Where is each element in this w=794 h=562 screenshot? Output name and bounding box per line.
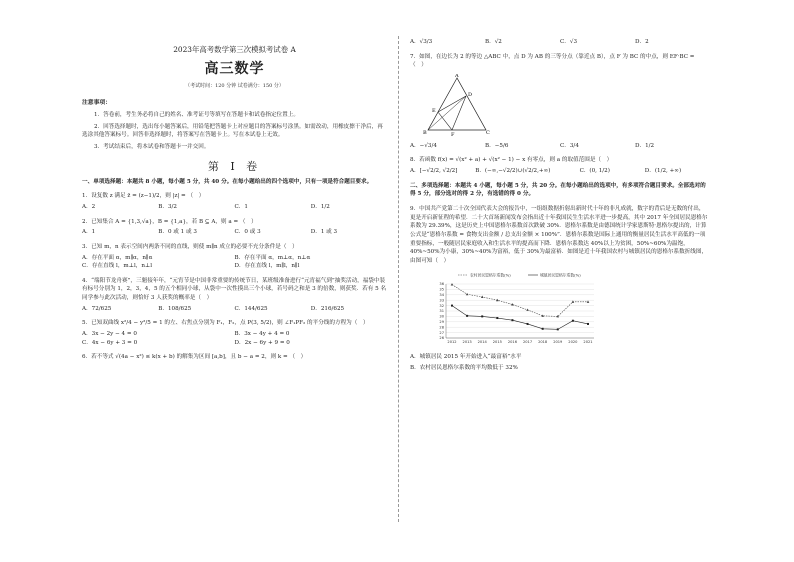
x-tick-label: 2016 (507, 339, 518, 344)
option: A．存在平面 α，m∥α，n∥α (82, 254, 153, 261)
section2-heading: 二、多项选择题：本题共 4 小题，每小题 5 分，共 20 分。在每小题给出的选项中，有多项符合题目要求。全部选对的得 5 分，部分选对的得 2 分，有选错的得 0 分。 (410, 182, 706, 198)
option: B．3/2 (158, 203, 177, 210)
data-point-rural (466, 292, 469, 294)
option: C．(0, 1/2) (579, 167, 610, 174)
segment-df (452, 96, 466, 130)
question-stem: 6．若不等式 √(4a − x²) ≤ k(x + b) 的解集为区间 [a,b]，且 b − a = 2，则 k = （ ） (82, 354, 307, 361)
series-line-urban (452, 305, 588, 329)
engel-chart (428, 270, 710, 352)
question-stem: 2．已知集合 A = {1,3,√a}，B = {1,a}，若 B ⊆ A，则 a = （ ） (82, 218, 257, 225)
x-tick-label: 2021 (583, 339, 593, 344)
options-row (82, 203, 387, 212)
option: B．108/625 (158, 305, 192, 312)
option: B．√2 (485, 39, 502, 45)
label-c: C (486, 129, 490, 136)
y-tick-label: 27 (439, 330, 444, 335)
option: D．2 (635, 39, 649, 45)
option: B．存在平面 α，m⊥α，n⊥α (234, 254, 311, 261)
y-tick-label: 35 (439, 287, 444, 292)
question-4 (82, 277, 387, 314)
question-stem: 9．中国共产党第二十次全国代表大会的报告中，一组组数据折射出新时代十年的非凡成就，数字的背后是无数的付出，更是开启新征程的希望．二十大首场新闻发布会指出近十年我国民生生活水平进一步提高，其中 2017 年全国居民恩格尔系数为 29.39%，这是历史上中国恩格尔系数首次跌破 30%．恩格尔系数是由德国统计学家恩斯特·恩格尔提出的，计算公式是“恩格尔系数 = 食物支出金额 / 总支出金额 × 100%”．恩格尔系数是国际上通用的衡量居民生活水平高低的一项重要指标，一般随居民家庭收入和生活水平的提高而下降．恩格尔系数达 40%以上为贫困，50%~60%为温饱，40%~50%为小康，30%~40%为富裕，低于 30%为最富裕．如图是近十年我国农村与城镇居民的恩格尔系数折线图，由图可知（ ） (410, 205, 708, 264)
question-stem: 7．如图，在边长为 2 的等边 △ABC 中，点 D 为 AB 的三等分点（靠近点 B），点 F 为 BC 的中点，则 EF·BC = （ ） (410, 53, 695, 69)
y-tick-label: 36 (439, 281, 444, 286)
option: C．3/4 (560, 142, 579, 149)
x-tick-label: 2017 (522, 339, 533, 344)
notice-item: 1．答卷前，考生务必将自己的姓名、准考证号等填写在答题卡和试卷指定位置上。 (94, 111, 299, 118)
question-stem: 3．已知 m，n 表示空间内两条不同的直线，则使 m∥n 成立的必要不充分条件是（ ） (82, 243, 298, 250)
data-point-rural (451, 283, 454, 285)
line-chart (428, 270, 598, 348)
option: D．216/625 (310, 305, 345, 312)
notice-heading: 注意事项： (82, 99, 111, 106)
question-9 (410, 205, 710, 373)
x-tick-label: 2019 (553, 339, 563, 344)
question-3 (82, 243, 387, 271)
y-tick-label: 29 (439, 319, 444, 324)
notice-item: 3．考试结束后，将本试卷和答题卡一并交回。 (94, 143, 210, 150)
x-tick-label: 2014 (477, 339, 487, 344)
option: B．0 或 1 或 3 (158, 229, 197, 236)
option: A．[−√2/2, √2/2] (410, 167, 458, 174)
option: B．(−∞,−√2/2)∪(√2/2,+∞) (475, 167, 551, 174)
data-point-rural (587, 300, 590, 302)
option: B．−5/6 (485, 142, 509, 149)
option: C．√3 (560, 39, 577, 45)
option: C．1 (234, 203, 248, 210)
option: A．3x − 2y − 4 = 0 (82, 331, 137, 338)
x-tick-label: 2020 (568, 339, 578, 344)
label-e: E (432, 107, 436, 114)
left-column (82, 36, 387, 362)
option: A．城镇居民 2015 年开始进入“最富裕”水平 (410, 354, 522, 361)
option: C．144/625 (234, 305, 268, 312)
options-grid (82, 330, 387, 347)
option: D．2x − 6y + 9 = 0 (234, 339, 290, 346)
label-d: D (468, 91, 473, 98)
y-tick-label: 31 (439, 308, 444, 313)
right-column (410, 36, 710, 372)
y-tick-label: 30 (439, 314, 444, 319)
option: C．0 或 3 (234, 229, 261, 236)
option: D．1 或 3 (310, 229, 338, 236)
option: C．4x − 6y + 3 = 0 (82, 339, 138, 346)
question-7 (410, 53, 710, 151)
options-row (410, 142, 710, 151)
option: C．存在直线 l，m⊥l，n⊥l (82, 263, 153, 270)
data-point-urban (572, 319, 574, 321)
y-tick-label: 33 (439, 297, 444, 302)
y-tick-label: 28 (439, 324, 444, 329)
column-divider (398, 36, 399, 522)
data-point-rural (526, 308, 529, 310)
options-row (410, 167, 710, 176)
option: A．√3/3 (410, 39, 433, 45)
y-tick-label: 26 (439, 335, 444, 340)
legend-label: 城镇居民恩格尔系数(%) (540, 271, 581, 277)
notice-item: 2．回答选择题时，选出每小题答案后，用铅笔把答题卡上对应题目的答案标号涂黑。如需改动，用橡皮擦干净后，再选涂其他答案标号。回答非选择题时，将答案写在答题卡上。写在本试卷上无效。 (82, 123, 383, 139)
data-point-urban (466, 314, 468, 316)
options-grid (82, 254, 387, 271)
question-5 (82, 319, 387, 347)
exam-title: 2023年高考数学第三次模拟考试卷 A (173, 45, 296, 54)
question-stem: 1．设复数 z 满足 z̄ = (z−1)/2，则 |z| = （ ） (82, 193, 205, 200)
label-b: B (423, 129, 427, 136)
triangle-diagram (422, 74, 492, 136)
data-point-urban (481, 315, 483, 317)
option: D．1/2 (635, 142, 655, 149)
question-stem: 8．若函数 f(x) = √(x² + a) + √(x² − 1) − x 有零点，则 a 的取值范围是（ ） (410, 157, 613, 164)
data-point-urban (451, 304, 453, 306)
option: D．(1/2, +∞) (644, 167, 682, 174)
option: D．1/2 (310, 203, 330, 210)
exam-meta: （考试时间：120 分钟 试卷满分：150 分） (185, 83, 284, 90)
x-tick-label: 2015 (492, 339, 502, 344)
question-1 (82, 192, 387, 211)
section1-heading: 一、单项选择题：本题共 8 小题，每小题 5 分，共 40 分。在每小题给出的四个选项中，只有一项是符合题目要求。 (82, 178, 373, 185)
data-point-urban (587, 322, 589, 324)
volume-title: 第 I 卷 (207, 159, 262, 173)
option: A．72/625 (82, 305, 112, 312)
data-point-urban (496, 317, 498, 319)
x-tick-label: 2013 (462, 339, 472, 344)
question-stem: 4．“端阳节龙舟赛”，三魁接年年，“元宵节是中国非常重要的传统节日，某班级准备进行“元宵福气到”抽奖活动，福袋中装有标号分别为 1，2，3，4，5 的五个相同小球，从袋中一次性摸出三个小球，若号码之和是 3 的倍数，则获奖．若有 5 名同学参与此次活动，则恰好 3 人获奖的概率是（ ） (82, 277, 387, 302)
option: B．农村居民恩格尔系数的平均数低于 32% (410, 364, 518, 371)
notice-section (82, 99, 387, 152)
data-point-urban (557, 328, 559, 330)
y-tick-label: 34 (439, 292, 444, 297)
legend-label: 农村居民恩格尔系数(%) (470, 271, 511, 277)
x-tick-label: 2018 (538, 339, 548, 344)
option: D．存在直线 l，m∥l，n∥l (234, 263, 300, 270)
option: B．3x − 4y + 4 = 0 (234, 331, 290, 338)
data-point-rural (481, 295, 484, 297)
question-6-options (410, 38, 710, 47)
y-tick-label: 32 (439, 303, 444, 308)
options-row (82, 228, 387, 237)
label-a: A (455, 73, 459, 79)
x-tick-label: 2012 (447, 339, 457, 344)
label-f: F (451, 131, 455, 136)
data-point-urban (542, 327, 544, 329)
question-2 (82, 218, 387, 237)
option: A．1 (82, 229, 96, 236)
data-point-urban (511, 319, 513, 321)
question-8 (410, 156, 710, 175)
option: A．−√3/4 (410, 142, 437, 149)
option: A．2 (82, 203, 96, 210)
subject-title: 高三数学 (204, 61, 265, 78)
data-point-urban (527, 322, 529, 324)
options-row (82, 305, 387, 314)
question-6 (82, 353, 387, 362)
question-stem: 5．已知双曲线 x²/4 − y²/5 = 1 的左、右焦点分别为 F₁，F₂，点 P(3, 5/2)，则 ∠F₁PF₂ 的平分线的方程为（ ） (82, 320, 369, 327)
triangle-figure (422, 74, 710, 140)
